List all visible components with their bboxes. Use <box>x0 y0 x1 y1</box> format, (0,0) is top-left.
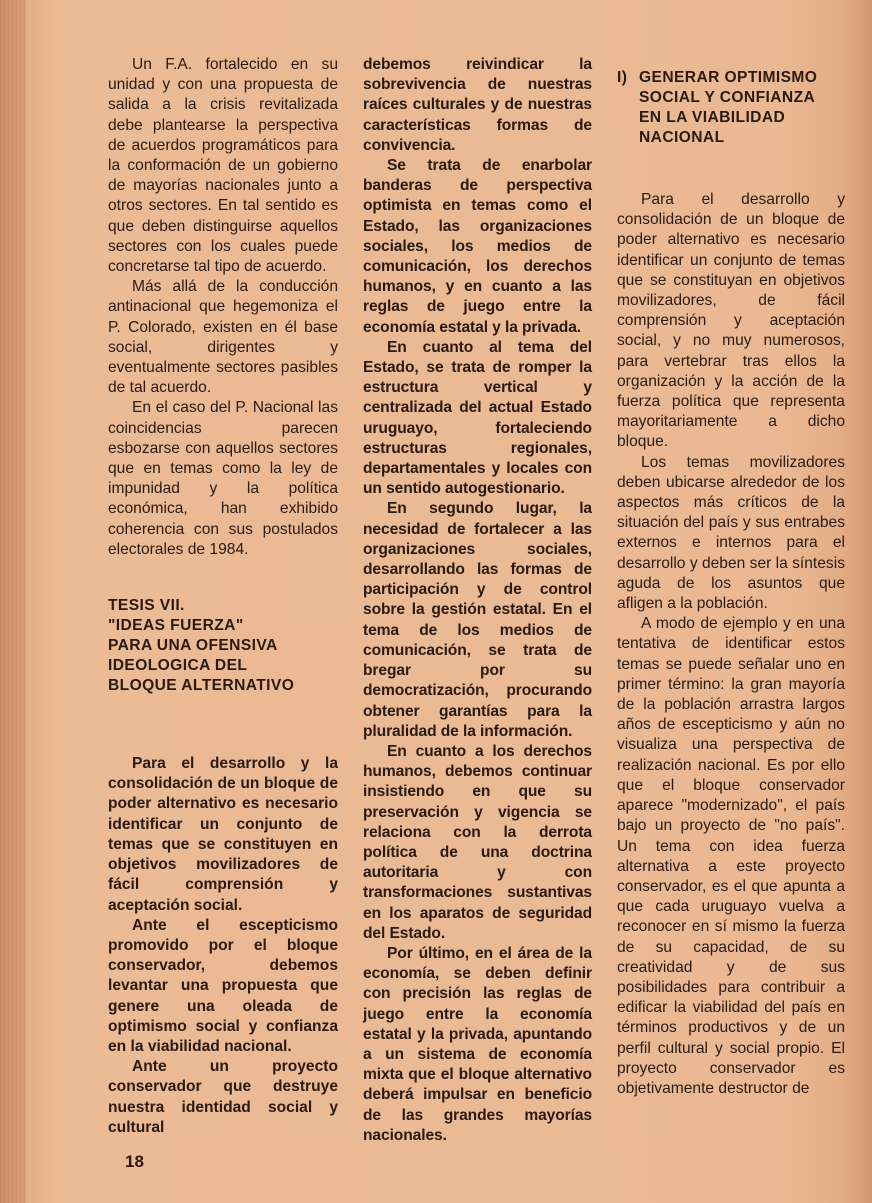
section-body <box>108 754 338 1138</box>
paragraph: Se trata de enarbolar banderas de perspectiva optimista en temas como el Estado, las organizaciones sociales, los medios de comunicación, los derechos humanos, y en cuanto a las reglas de juego entre la economía estatal y la privada. <box>363 157 592 336</box>
heading-number: I) <box>617 69 628 86</box>
paragraph: Para el desarrollo y la consolidación de un bloque de poder alternativo es necesario identificar un conjunto de temas que se constituyen en objetivos movilizadores de fácil comprensión y aceptación social. <box>108 755 338 914</box>
paragraph: debemos reivindicar la sobrevivencia de nuestras raíces culturales y de nuestras características formas de convivencia. <box>363 56 592 154</box>
paragraph: En segundo lugar, la necesidad de fortalecer a las organizaciones sociales, desarrollando las formas de participación y de control sobre la gestión estatal. En el tema de los medios de comunicación, se trata de bregar por su democratización, procurando obtener garantías para la pluralidad de la información. <box>363 500 592 740</box>
column-1 <box>108 55 338 1138</box>
heading-line: GENERAR OPTIMISMO <box>639 69 818 86</box>
column-3 <box>617 68 845 1099</box>
paragraph: A modo de ejemplo y en una tentativa de identificar estos temas se puede señalar uno en primer término: la gran mayoría de la población arrastra largos años de escepticismo y aún no visualiza una perspectiva de realización nacional. Es por ello que el bloque conservador aparece "modernizado", el país bajo un proyecto de "no país". Un tema con idea fuerza alternativa a este proyecto conservador, es el que apunta a que cada uruguayo vuelva a reconocer en sí mismo la fuerza de su capacidad, de su creatividad y de sus posibilidades para contribuir a edificar la viabilidad del país en términos productivos y de un perfil cultural y social propio. El proyecto conservador es objetivamente destructor de <box>617 615 845 1097</box>
heading-line: BLOQUE ALTERNATIVO <box>108 677 295 695</box>
heading-line: TESIS VII. <box>108 597 185 615</box>
paragraph: Por último, en el área de la economía, se deben definir con precisión las reglas de juego entre la economía estatal y la privada, apuntando a un sistema de economía mixta que el bloque alternativo deberá impulsar en beneficio de las grandes mayorías nacionales. <box>363 944 592 1144</box>
paragraph: Más allá de la conducción antinacional que hegemoniza el P. Colorado, existen en él base social, dirigentes y eventualmente sectores pasibles de tal acuerdo. <box>108 278 338 397</box>
heading-line: "IDEAS FUERZA" <box>108 617 244 635</box>
heading-line: NACIONAL <box>639 129 725 146</box>
paragraph: Los temas movilizadores deben ubicarse alrededor de los aspectos más críticos de la situación del país y sus entrabes externos e internos para el desarrollo y deben ser la síntesis aguda de los asuntos que afligen a la población. <box>617 453 845 613</box>
heading-line: EN LA VIABILIDAD <box>639 109 786 126</box>
paragraph: Un F.A. fortalecido en su unidad y con una propuesta de salida a la crisis revitalizada debe plantearse la perspectiva de acuerdos programáticos para la conformación de un gobierno de mayorías nacionales junto a otros sectores. En tal sentido es que deben distinguirse aquellos sectores con los cuales puede concretarse tal tipo de acuerdo. <box>108 56 338 276</box>
paragraph: Para el desarrollo y consolidación de un bloque de poder alternativo es necesario identificar un conjunto de temas que se constituyan en objetivos movilizadores, de fácil comprensión y aceptación social, y no muy numerosos, para vertebrar tras ellos la organización y la acción de la fuerza política que representa mayoritariamente a dicho bloque. <box>617 191 845 451</box>
paragraph: En cuanto al tema del Estado, se trata de romper la estructura vertical y centralizada del actual Estado uruguayo, fortaleciendo estructuras regionales, departamentales y locales con un sentido autogestionario. <box>363 338 592 498</box>
column-2 <box>363 55 592 1146</box>
paragraph: En el caso del P. Nacional las coincidencias parecen esbozarse con aquellos sectores que en temas como la ley de impunidad y la política económica, han exhibido coherencia con sus postulados electorales de 1984. <box>108 399 338 558</box>
heading-line: IDEOLOGICA DEL <box>108 657 248 675</box>
paragraph: Ante un proyecto conservador que destruye nuestra identidad social y cultural <box>108 1058 338 1136</box>
section-heading-tesis-vii <box>108 596 338 696</box>
section-heading-optimismo <box>617 68 845 148</box>
heading-line: SOCIAL Y CONFIANZA <box>639 89 816 106</box>
paragraph: Ante el escepticismo promovido por el bloque conservador, debemos levantar una propuesta que genere una oleada de optimismo social y confianza en la viabilidad nacional. <box>108 916 338 1055</box>
paragraph: En cuanto a los derechos humanos, debemos continuar insistiendo en que su preservación y vigencia se relaciona con la derrota política de una doctrina autoritaria y con transformaciones sustantivas en los aparatos de seguridad del Estado. <box>363 742 592 942</box>
heading-line: PARA UNA OFENSIVA <box>108 637 278 655</box>
page-edge-stack <box>0 0 26 1203</box>
page-number: 18 <box>125 1152 144 1171</box>
